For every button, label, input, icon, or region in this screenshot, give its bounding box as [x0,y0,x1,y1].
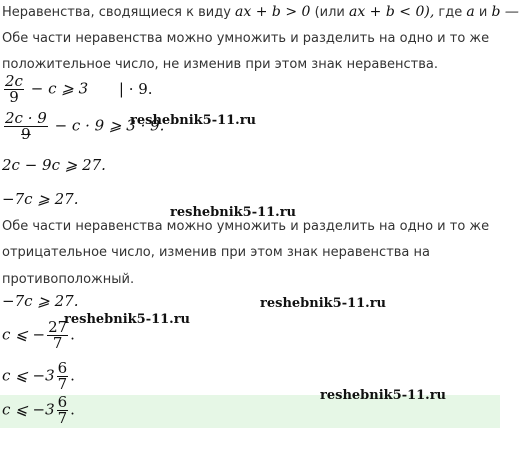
step1-fraction [4,74,24,105]
step6-lhs: c ⩽ − [2,325,46,344]
intro-a: a [466,4,475,20]
intro-or: (или [314,5,345,20]
step1-denominator: 9 [9,88,19,106]
step1-equation [2,74,153,105]
intro-expr1: ax + b > 0 [235,4,311,20]
step7-denominator: 7 [57,375,68,393]
step8-numerator: 6 [57,393,68,411]
step7-fraction [57,361,69,392]
step7-equation [2,361,75,392]
step2-fraction [4,111,48,142]
step7-end: . [70,366,75,385]
step6-end: . [70,325,75,344]
intro-expr2: ax + b < 0), [348,4,435,20]
rule2-line3: противоположный. [2,272,135,287]
step8-end: . [70,400,75,419]
rule1-line2: положительное число, не изменив при этом знак неравенства. [2,57,438,72]
step3-equation [2,156,106,174]
step8-lhs: c ⩽ −3 [2,400,55,419]
rule2-line2: отрицательное число, изменив при этом знак неравенства на [2,245,430,260]
intro-and: и [478,5,488,20]
step1-rest: − c ⩾ 3 [30,79,89,98]
watermark-3: reshebnik5-11.ru [260,296,387,311]
step4-text: −7c ⩾ 27. [2,190,79,208]
intro-text: Неравенства, сводящиеся к виду [2,5,231,20]
step2-rest: − c · 9 ⩾ 3 · 9. [54,116,165,135]
watermark-5: reshebnik5-11.ru [320,388,447,403]
step8-fraction [57,395,69,426]
rule1-line1: Обе части неравенства можно умножить и разделить на одно и то же [2,31,490,46]
step6-equation [2,320,75,351]
step6-numerator: 27 [48,318,68,336]
step8-denominator: 7 [57,409,68,427]
step3-text: 2c − 9c ⩾ 27. [2,156,106,174]
step7-numerator: 6 [57,359,68,377]
step2-denominator: 9 [21,125,31,143]
watermark-2: reshebnik5-11.ru [170,205,297,220]
step6-denominator: 7 [52,334,63,352]
step1-numerator: 2c [5,72,23,90]
step6-fraction [47,320,68,351]
step7-lhs: c ⩽ −3 [2,366,55,385]
rule2-line1: Обе части неравенства можно умножить и разделить на одно и то же [2,219,490,234]
intro-where: где [438,5,463,20]
intro-line [2,4,519,20]
step4-equation [2,190,78,208]
intro-b: b — [491,4,519,20]
step8-answer [2,395,75,426]
step1-multiplier: | · 9. [118,79,153,98]
step2-numerator: 2c · 9 [5,109,47,127]
step5-text: −7c ⩾ 27. [2,292,79,310]
watermark-4: reshebnik5-11.ru [64,312,191,327]
watermark-1: reshebnik5-11.ru [130,113,257,128]
step5-equation [2,292,78,310]
